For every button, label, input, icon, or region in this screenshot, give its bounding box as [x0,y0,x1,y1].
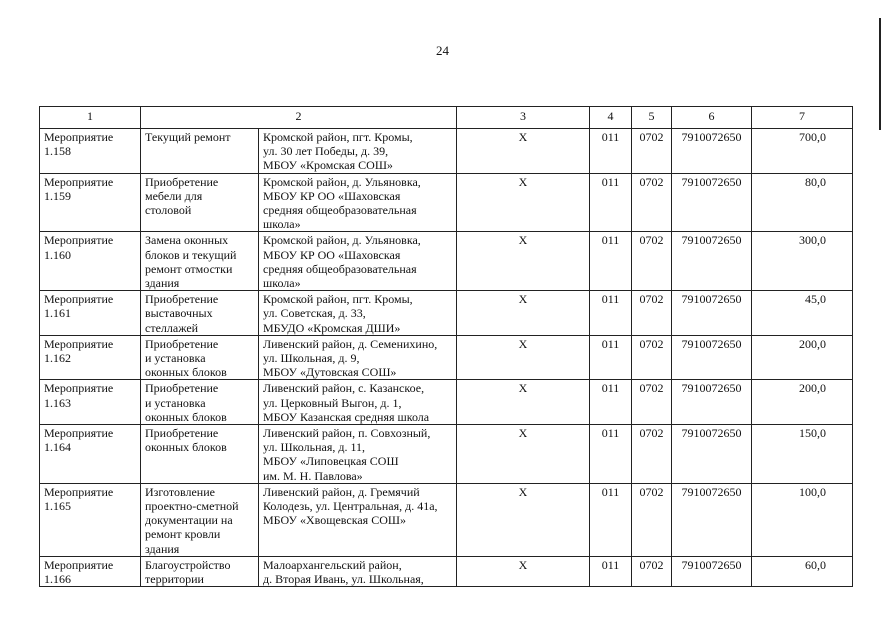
mark-cell: Х [457,425,590,484]
table-row [40,556,853,586]
ministry-code-cell: 011 [590,291,632,336]
section-code-cell: 0702 [632,232,672,291]
event-name-cell: Приобретение и установка оконных блоков [141,335,259,380]
mark-cell: Х [457,291,590,336]
table-row [40,335,853,380]
amount-cell: 300,0 [752,232,853,291]
mark-cell: Х [457,335,590,380]
col-header-5: 5 [632,107,672,129]
amount-cell: 60,0 [752,556,853,586]
ministry-code-cell: 011 [590,425,632,484]
event-id-cell: Мероприятие 1.165 [40,483,141,556]
section-code-cell: 0702 [632,173,672,232]
amount-cell: 200,0 [752,380,853,425]
address-cell: Ливенский район, п. Совхозный, ул. Школьная, д. 11, МБОУ «Липовецкая СОШ им. М. Н. Павлова» [259,425,457,484]
target-code-cell: 7910072650 [672,483,752,556]
ministry-code-cell: 011 [590,232,632,291]
target-code-cell: 7910072650 [672,129,752,174]
event-name-cell: Приобретение выставочных стеллажей [141,291,259,336]
table-row [40,425,853,484]
mark-cell: Х [457,173,590,232]
event-id-cell: Мероприятие 1.158 [40,129,141,174]
table-row [40,483,853,556]
amount-cell: 150,0 [752,425,853,484]
mark-cell: Х [457,232,590,291]
target-code-cell: 7910072650 [672,291,752,336]
ministry-code-cell: 011 [590,483,632,556]
event-name-cell: Изготовление проектно-сметной документации на ремонт кровли здания [141,483,259,556]
table-row [40,129,853,174]
ministry-code-cell: 011 [590,335,632,380]
table-row [40,232,853,291]
address-cell: Кромской район, д. Ульяновка, МБОУ КР ОО «Шаховская средняя общеобразовательная школа» [259,232,457,291]
col-header-6: 6 [672,107,752,129]
amount-cell: 45,0 [752,291,853,336]
section-code-cell: 0702 [632,335,672,380]
section-code-cell: 0702 [632,291,672,336]
target-code-cell: 7910072650 [672,232,752,291]
event-id-cell: Мероприятие 1.162 [40,335,141,380]
mark-cell: Х [457,129,590,174]
ministry-code-cell: 011 [590,173,632,232]
mark-cell: Х [457,556,590,586]
event-name-cell: Благоустройство территории [141,556,259,586]
header-row [40,107,853,129]
event-id-cell: Мероприятие 1.161 [40,291,141,336]
section-code-cell: 0702 [632,556,672,586]
target-code-cell: 7910072650 [672,425,752,484]
mark-cell: Х [457,380,590,425]
col-header-7: 7 [752,107,853,129]
amount-cell: 100,0 [752,483,853,556]
scan-edge-line [879,18,881,130]
address-cell: Ливенский район, с. Казанское, ул. Церковный Выгон, д. 1, МБОУ Казанская средняя школа [259,380,457,425]
address-cell: Ливенский район, д. Семенихино, ул. Школьная, д. 9, МБОУ «Дутовская СОШ» [259,335,457,380]
event-name-cell: Текущий ремонт [141,129,259,174]
event-id-cell: Мероприятие 1.160 [40,232,141,291]
page-number: 24 [436,43,449,58]
target-code-cell: 7910072650 [672,380,752,425]
address-cell: Кромской район, пгт. Кромы, ул. Советская, д. 33, МБУДО «Кромская ДШИ» [259,291,457,336]
target-code-cell: 7910072650 [672,335,752,380]
address-cell: Малоархангельский район, д. Вторая Ивань, ул. Школьная, [259,556,457,586]
event-id-cell: Мероприятие 1.166 [40,556,141,586]
address-cell: Кромской район, д. Ульяновка, МБОУ КР ОО «Шаховская средняя общеобразовательная школа» [259,173,457,232]
section-code-cell: 0702 [632,380,672,425]
ministry-code-cell: 011 [590,380,632,425]
col-header-1: 1 [40,107,141,129]
target-code-cell: 7910072650 [672,556,752,586]
event-name-cell: Приобретение мебели для столовой [141,173,259,232]
target-code-cell: 7910072650 [672,173,752,232]
section-code-cell: 0702 [632,129,672,174]
budget-table [39,106,853,587]
ministry-code-cell: 011 [590,556,632,586]
amount-cell: 700,0 [752,129,853,174]
address-cell: Ливенский район, д. Гремячий Колодезь, ул. Центральная, д. 41а, МБОУ «Хвощевская СОШ» [259,483,457,556]
event-name-cell: Замена оконных блоков и текущий ремонт отмостки здания [141,232,259,291]
table-row [40,291,853,336]
ministry-code-cell: 011 [590,129,632,174]
section-code-cell: 0702 [632,483,672,556]
event-id-cell: Мероприятие 1.163 [40,380,141,425]
table-row [40,173,853,232]
amount-cell: 80,0 [752,173,853,232]
section-code-cell: 0702 [632,425,672,484]
event-name-cell: Приобретение оконных блоков [141,425,259,484]
table-row [40,380,853,425]
event-id-cell: Мероприятие 1.164 [40,425,141,484]
col-header-4: 4 [590,107,632,129]
address-cell: Кромской район, пгт. Кромы, ул. 30 лет Победы, д. 39, МБОУ «Кромская СОШ» [259,129,457,174]
col-header-3: 3 [457,107,590,129]
amount-cell: 200,0 [752,335,853,380]
col-header-2: 2 [141,107,457,129]
event-id-cell: Мероприятие 1.159 [40,173,141,232]
mark-cell: Х [457,483,590,556]
event-name-cell: Приобретение и установка оконных блоков [141,380,259,425]
